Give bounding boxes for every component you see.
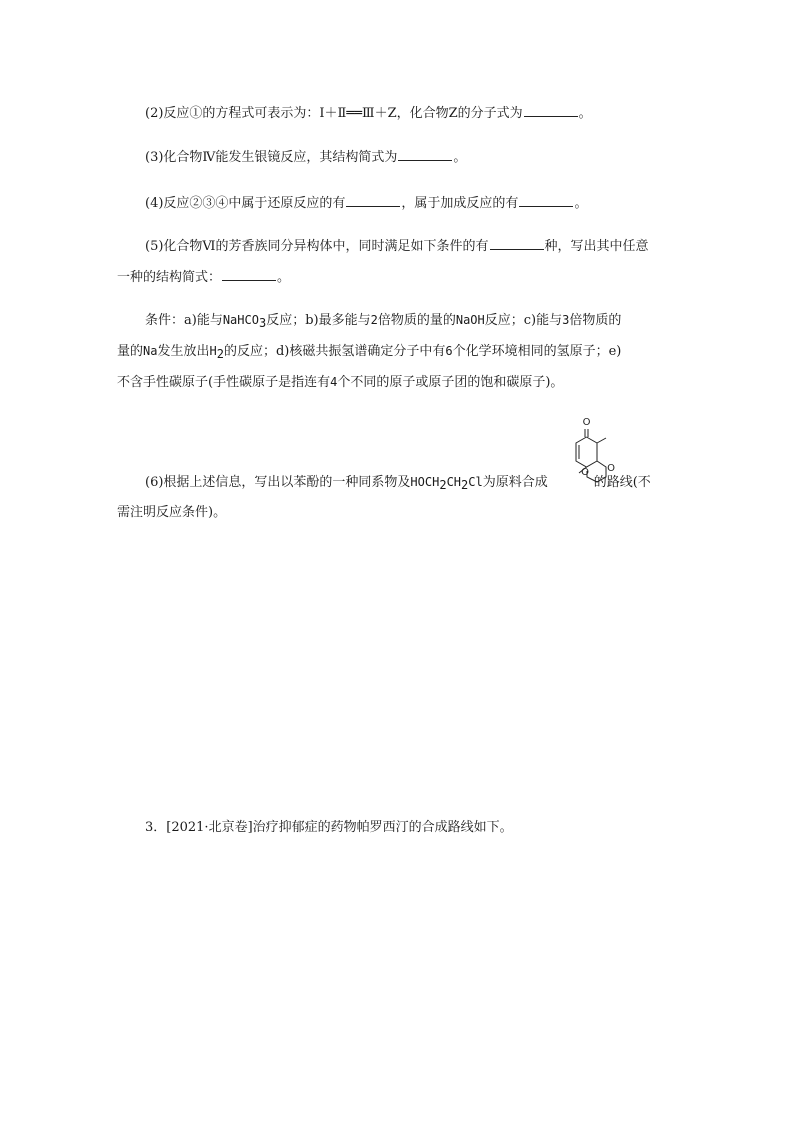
- question-5-line-1: (5)化合物Ⅵ的芳香族同分异构体中，同时满足如下条件的有 种，写出其中任意: [145, 235, 649, 257]
- answer-blank[interactable]: [524, 102, 578, 117]
- question-6-line-1: (6)根据上述信息，写出以苯酚的一种同系物及$HOCH_2CH_2Cl$为原料合成 的路线(不: [145, 475, 651, 492]
- conditions-line-2: 量的Na发生放出$H_2$的反应；d)核磁共振氢谱确定分子中有6个化学环境相同的氢原子；e): [117, 344, 622, 361]
- question-3: (3)化合物Ⅳ能发生银镜反应，其结构简式为 。: [145, 146, 466, 168]
- question-2: (2)反应①的方程式可表示为：Ⅰ＋Ⅱ══Ⅲ＋Z，化合物Z的分子式为 。: [145, 102, 592, 124]
- question-4: (4)反应②③④中属于还原反应的有 ，属于加成反应的有 。: [145, 192, 587, 214]
- oxygen-atom-label: O: [581, 467, 589, 478]
- answer-blank[interactable]: [490, 235, 544, 250]
- source-tag: [2021·北京卷]: [166, 820, 253, 835]
- conditions-line-3: 不含手性碳原子(手性碳原子是指连有4个不同的原子或原子团的饱和碳原子)。: [117, 375, 564, 390]
- conditions-line-1: 条件：a)能与NaHCO$_3$反应；b)最多能与2倍物质的量的NaOH反应；c)能与3倍物质的: [145, 313, 622, 330]
- answer-blank[interactable]: [398, 146, 452, 161]
- oxygen-atom-label: O: [582, 417, 591, 428]
- answer-blank[interactable]: [222, 266, 276, 281]
- question-3-heading: 3．[2021·北京卷]治疗抑郁症的药物帕罗西汀的合成路线如下。: [145, 820, 513, 835]
- answer-blank[interactable]: [346, 192, 400, 207]
- oxygen-atom-label: O: [607, 463, 615, 474]
- question-5-line-2: 一种的结构简式： 。: [117, 266, 290, 288]
- question-6-line-2: 需注明反应条件)。: [117, 505, 227, 520]
- reaction-equation: Ⅰ＋Ⅱ══Ⅲ＋Z: [319, 106, 397, 121]
- answer-blank[interactable]: [519, 192, 573, 207]
- target-molecule-structure: [565, 415, 621, 515]
